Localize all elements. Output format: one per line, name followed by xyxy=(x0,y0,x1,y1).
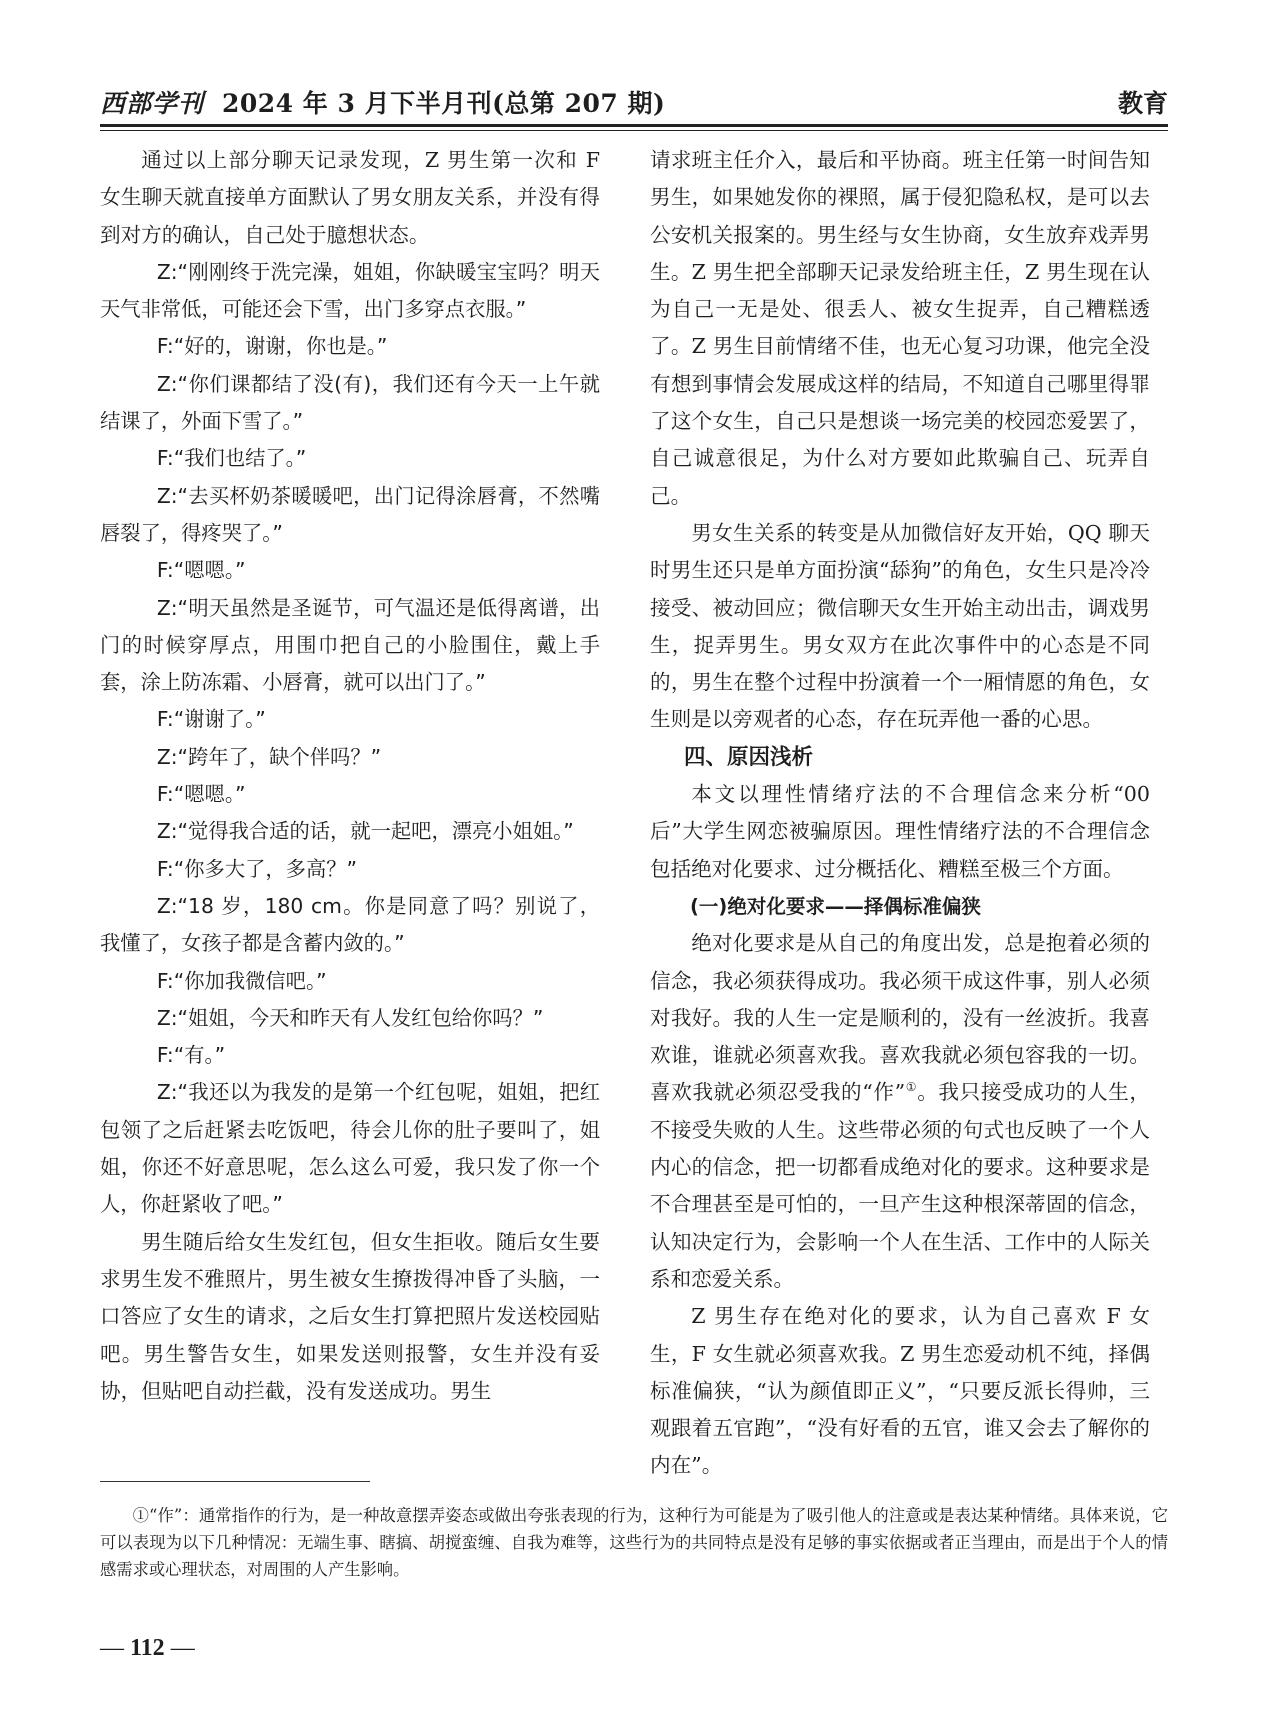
paragraph-text: 。我只接受成功的人生，不接受失败的人生。这些带必须的句式也反映了一个人内心的信念，把一切都看成绝对化的要求。这种要求是不合理甚至是可怕的，一旦产生这种根深蒂固的信念，认知决定行为，会影响一个人在生活、工作中的人际关系和恋爱关系。 xyxy=(650,1080,1151,1291)
dialogue-line: Z:“跨年了，缺个伴吗？” xyxy=(156,744,382,769)
dialogue-line: F:“有。” xyxy=(156,1043,226,1068)
dash-decoration: — xyxy=(170,1635,195,1661)
paragraph: Z 男生存在绝对化的要求，认为自己喜欢 F 女生，F 女生就必须喜欢我。Z 男生恋爱动机不纯，择偶标准偏狭，“认为颜值即正义”，“只要反派长得帅，三观跟着五官跑”，“没有好看的五官，谁又会去了解你的内在”。 xyxy=(650,1304,1150,1478)
issue-info: 2024 年 3 月下半月刊(总第 207 期) xyxy=(222,89,666,118)
footnote-marker: ① xyxy=(905,1080,918,1095)
paragraph: 男女生关系的转变是从加微信好友开始，QQ 聊天时男生还只是单方面扮演“舔狗”的角色，女生只是冷冷接受、被动回应；微信聊天女生开始主动出击，调戏男生，捉弄男生。男女双方在此次事件中的心态是不同的，男生在整个过程中扮演着一个一厢情愿的角色，女生则是以旁观者的心态，存在玩弄他一番的心思。 xyxy=(650,520,1150,732)
section-heading: 四、原因浅析 xyxy=(684,744,814,770)
subsection-heading: (一)绝对化要求——择偶标准偏狭 xyxy=(690,894,981,918)
dialogue-line: Z:“姐姐，今天和昨天有人发红包给你吗？” xyxy=(156,1005,544,1030)
dialogue-line: F:“你加我微信吧。” xyxy=(156,968,327,993)
dialogue-line: Z:“我还以为我发的是第一个红包呢，姐姐，把红包领了之后赶紧去吃饭吧，待会儿你的肚子要叫了，姐姐，你还不好意思呢，怎么这么可爱，我只发了你一个人，你赶紧收了吧。” xyxy=(100,1080,600,1217)
dialogue-line: F:“嗯嗯。” xyxy=(156,558,246,583)
header-rule-thin xyxy=(100,130,1168,131)
dash-decoration: — xyxy=(100,1635,124,1661)
paragraph: 通过以上部分聊天记录发现，Z 男生第一次和 F 女生聊天就直接单方面默认了男女朋友关系，并没有得到对方的确认，自己处于臆想状态。 xyxy=(100,148,600,247)
dialogue-line: Z:“去买杯奶茶暖暖吧，出门记得涂唇膏，不然嘴唇裂了，得疼哭了。” xyxy=(100,483,600,545)
header-rule xyxy=(100,124,1168,127)
dialogue-line: Z:“你们课都结了没(有)，我们还有今天一上午就结课了，外面下雪了。” xyxy=(100,371,600,434)
dialogue-line: F:“我们也结了。” xyxy=(156,446,307,471)
dialogue-line: Z:“觉得我合适的话，就一起吧，漂亮小姐姐。” xyxy=(156,819,574,844)
footnote-rule xyxy=(100,1481,370,1482)
journal-logo: 西部学刊 xyxy=(100,89,205,118)
paragraph-text: 绝对化要求是从自己的角度出发，总是抱着必须的信念，我必须获得成功。我必须干成这件事，别人必须对我好。我的人生一定是顺利的，没有一丝波折。我喜欢谁，谁就必须喜欢我。喜欢我就必须包容我的一切。喜欢我就必须忍受我的“作” xyxy=(650,931,1150,1105)
paragraph: 请求班主任介入，最后和平协商。班主任第一时间告知男生，如果她发你的裸照，属于侵犯隐私权，是可以去公安机关报案的。男生经与女生协商，女生放弃戏弄男生。Z 男生把全部聊天记录发给班主任，Z 男生现在认为自己一无是处、很丢人、被女生捉弄，自己糟糕透了。Z 男生目前情绪不佳，也无心复习功课，他完全没有想到事情会发展成这样的结局，不知道自己哪里得罪了这个女生，自己只是想谈一场完美的校园恋爱罢了，自己诚意很足，为什么对方要如此欺骗自己、玩弄自己。 xyxy=(650,148,1150,508)
right-column xyxy=(650,142,1150,1485)
page-number-block xyxy=(100,1635,195,1662)
left-column xyxy=(100,142,600,1410)
paragraph xyxy=(650,925,1150,1298)
paragraph: 男生随后给女生发红包，但女生拒收。随后女生要求男生发不雅照片，男生被女生撩拨得冲昏了头脑，一口答应了女生的请求，之后女生打算把照片发送校园贴吧。男生警告女生，如果发送则报警，女生并没有妥协，但贴吧自动拦截，没有发送成功。男生 xyxy=(100,1229,600,1403)
dialogue-line: F:“嗯嗯。” xyxy=(156,782,246,807)
section-tag: 教育 xyxy=(1117,89,1168,118)
page-header xyxy=(100,82,1168,122)
dialogue-line: Z:“18 岁，180 cm。你是同意了吗？别说了，我懂了，女孩子都是含蓄内敛的。” xyxy=(100,893,600,956)
dialogue-line: F:“谢谢了。” xyxy=(156,707,266,732)
dialogue-line: F:“好的，谢谢，你也是。” xyxy=(156,334,388,359)
paragraph: 本文以理性情绪疗法的不合理信念来分析“00后”大学生网恋被骗原因。理性情绪疗法的不合理信念包括绝对化要求、过分概括化、糟糕至极三个方面。 xyxy=(650,782,1150,881)
dialogue-line: Z:“刚刚终于洗完澡，姐姐，你缺暖宝宝吗？明天天气非常低，可能还会下雪，出门多穿点衣服。” xyxy=(100,259,600,322)
dialogue-line: Z:“明天虽然是圣诞节，可气温还是低得离谱，出门的时候穿厚点，用围巾把自己的小脸围住，戴上手套，涂上防冻霜、小唇膏，就可以出门了。” xyxy=(100,595,600,695)
page-number: 112 xyxy=(130,1635,165,1661)
dialogue-line: F:“你多大了，多高？” xyxy=(156,856,358,881)
footnote: ①“作”：通常指作的行为，是一种故意摆弄姿态或做出夸张表现的行为，这种行为可能是为了吸引他人的注意或是表达某种情绪。具体来说，它可以表现为以下几种情况：无端生事、瞎搞、胡搅蛮缠、自我为难等，这些行为的共同特点是没有足够的事实依据或者正当理由，而是出于个人的情感需求或心理状态，对周围的人产生影响。 xyxy=(100,1506,1168,1579)
